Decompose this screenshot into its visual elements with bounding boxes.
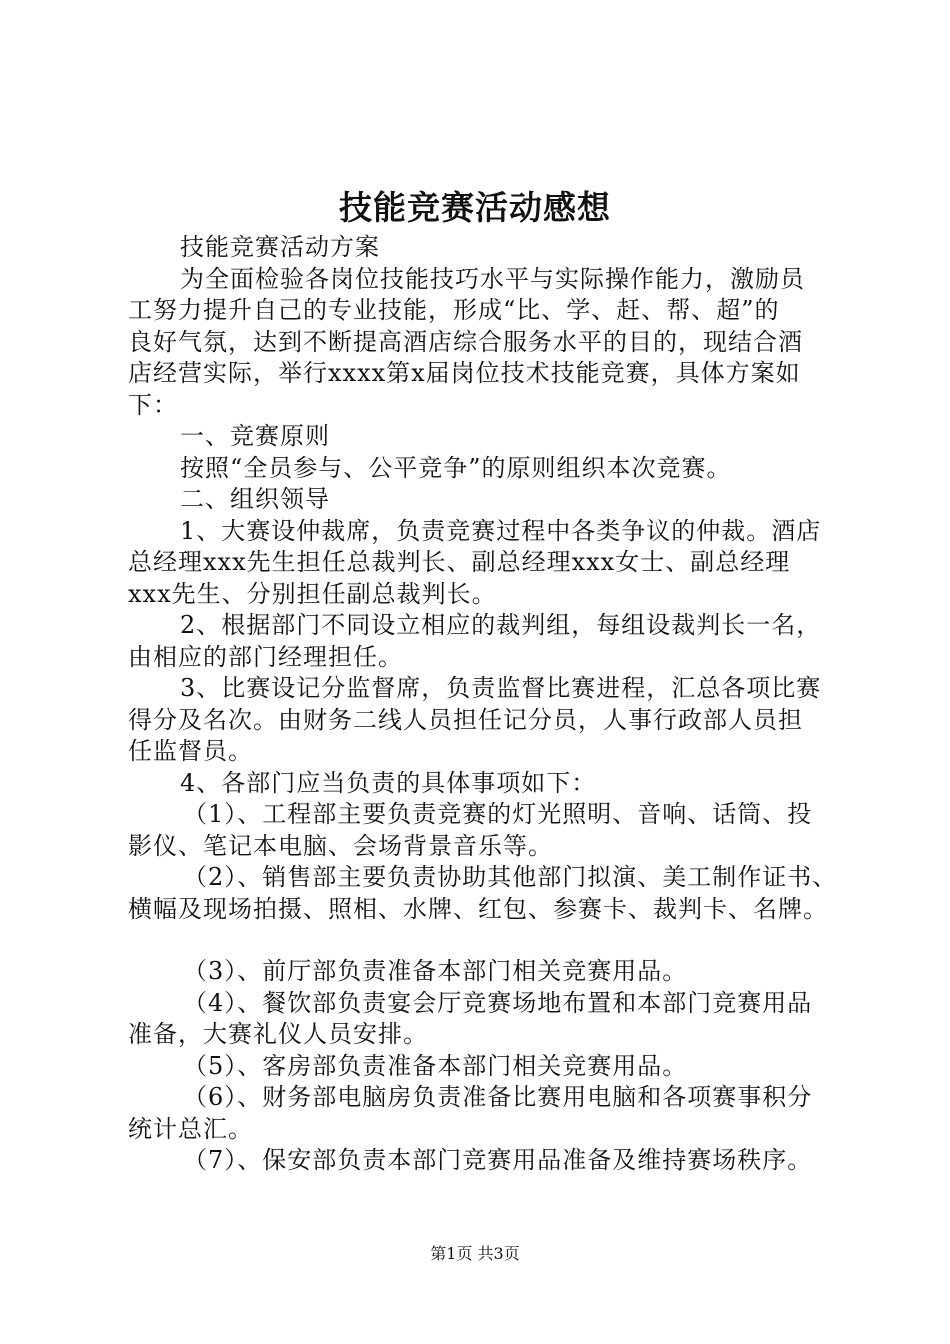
plan-heading: 技能竞赛活动方案 [180,233,380,261]
sub-item-6-line-1: （6）、财务部电脑房负责准备比赛用电脑和各项赛事积分 [183,1083,813,1111]
section-heading-principle: 一、竞赛原则 [180,422,330,450]
sub-item-3: （3）、前厅部负责准备本部门相关竞赛用品。 [183,957,688,985]
document-body [128,232,838,1177]
intro-line-4: 店经营实际，举行xxxx第x届岗位技术技能竞赛，具体方案如 [128,359,801,387]
blank-line [128,925,838,956]
sub-item-7: （7）、保安部负责本部门竞赛用品准备及维持赛场秩序。 [183,1146,813,1174]
document-title: 技能竞赛活动感想 [339,188,611,227]
intro-line-2: 工努力提升自己的专业技能，形成“比、学、赶、帮、超”的 [128,296,780,324]
item-3-line-3: 任监督员。 [128,737,253,765]
sub-item-1-line-2: 影仪、笔记本电脑、会场背景音乐等。 [128,831,553,860]
page-number: 第1页 共3页 [430,1244,520,1263]
item-1-line-2: 总经理xxx先生担任总裁判长、副总经理xxx女士、副总经理 [128,548,791,576]
sub-item-1-line-1: （1）、工程部主要负责竞赛的灯光照明、音响、话筒、投 [183,800,813,828]
section-heading-leadership: 二、组织领导 [180,485,330,513]
sub-item-4-line-1: （4）、餐饮部负责宴会厅竞赛场地布置和本部门竞赛用品 [183,988,813,1017]
intro-line-1: 为全面检验各岗位技能技巧水平与实际操作能力，激励员 [180,264,805,293]
sub-item-5: （5）、客房部负责准备本部门相关竞赛用品。 [183,1051,688,1080]
item-1-line-3: xxx先生、分别担任副总裁判长。 [128,579,497,608]
item-3-line-1: 3、比赛设记分监督席，负责监督比赛进程，汇总各项比赛 [180,674,822,702]
intro-line-3: 良好气氛，达到不断提高酒店综合服务水平的目的，现结合酒 [128,327,803,356]
sub-item-4-line-2: 准备，大赛礼仪人员安排。 [128,1020,428,1048]
intro-line-5: 下： [128,390,178,419]
item-2-line-2: 由相应的部门经理担任。 [128,642,403,671]
item-1-line-1: 1、大赛设仲裁席，负责竞赛过程中各类争议的仲裁。酒店 [180,516,822,545]
item-2-line-1: 2、根据部门不同设立相应的裁判组，每组设裁判长一名， [180,611,822,639]
sub-item-2-line-2: 横幅及现场拍摄、照相、水牌、红包、参赛卡、裁判卡、名牌。 [128,894,828,923]
sub-item-6-line-2: 统计总汇。 [128,1114,253,1143]
principle-text: 按照“全员参与、公平竞争”的原则组织本次竞赛。 [180,453,732,482]
sub-item-2-line-1: （2）、销售部主要负责协助其他部门拟演、美工制作证书、 [183,863,838,891]
item-4-heading: 4、各部门应当负责的具体事项如下： [180,768,597,797]
item-3-line-2: 得分及名次。由财务二线人员担任记分员，人事行政部人员担 [128,705,803,734]
